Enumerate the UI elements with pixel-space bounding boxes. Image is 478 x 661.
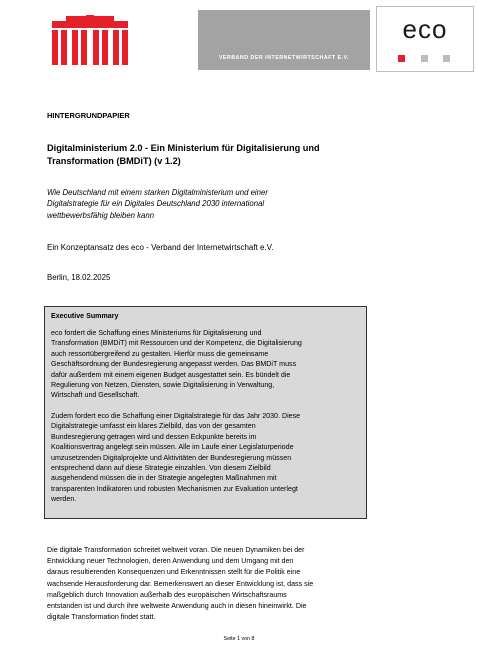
subtitle-line: Digitalstrategie für ein Digitales Deutschland 2030 international xyxy=(47,199,265,209)
body-line: digitale Transformation findet statt. xyxy=(47,613,156,622)
summary-line: dafür außerdem mit einem eigenen Budget ausgestattet sein. Es bündelt die xyxy=(51,370,291,379)
subtitle-line: Wie Deutschland mit einem starken Digitalministerium und einer xyxy=(47,188,268,197)
summary-line: Wirtschaft und Gesellschaft. xyxy=(51,391,140,400)
body-paragraph xyxy=(47,545,313,623)
summary-line: werden. xyxy=(51,495,77,504)
document-subtitle xyxy=(47,187,268,221)
summary-line: Digitalstrategie umfasst ein klares Zielbild, das von der gesamten xyxy=(51,422,256,431)
executive-summary-box xyxy=(44,306,367,519)
document-label: HINTERGRUNDPAPIER xyxy=(47,111,130,120)
summary-line: transparenten Indikatoren und robusten Mechanismen zur Evaluation unterlegt xyxy=(51,484,298,493)
brandenburg-gate-logo xyxy=(48,15,132,65)
document-author: Ein Konzeptansatz des eco - Verband der Internetwirtschaft e.V. xyxy=(47,243,274,252)
summary-line: Bundesregierung getragen wird und dessen Eckpunkte bereits im xyxy=(51,432,257,441)
subtitle-line: wettbewerbsfähig bleiben kann xyxy=(47,210,155,220)
summary-paragraph xyxy=(51,328,302,401)
summary-line: auch ressortübergreifend zu gestalten. Hierfür muss die gemeinsame xyxy=(51,349,269,358)
document-title xyxy=(47,142,320,167)
summary-line: Transformation (BMDiT) mit Ressourcen und der Kompetenz, die Digitalisierung xyxy=(51,339,302,348)
summary-line: Zudem fordert eco die Schaffung einer Digitalstrategie für das Jahr 2030. Diese xyxy=(51,412,301,420)
summary-line: umzusetzenden Digitalprojekte und Aktivitäten der Bundesregierung müssen xyxy=(51,453,292,462)
title-line: Transformation (BMDiT) (v 1.2) xyxy=(47,155,181,166)
association-banner xyxy=(198,10,370,70)
eco-logo xyxy=(376,6,474,72)
body-line: daraus resultierenden Konsequenzen und Erkenntnissen stellt für die Politik eine xyxy=(47,568,301,577)
summary-line: Regulierung von Netzen, Diensten, sowie Digitalisierung in Verwaltung, xyxy=(51,381,275,390)
association-name: VERBAND DER INTERNETWIRTSCHAFT E.V. xyxy=(218,55,350,61)
executive-summary-heading: Executive Summary xyxy=(51,312,119,320)
document-date: Berlin, 18.02.2025 xyxy=(47,273,111,282)
summary-line: eco fordert die Schaffung eines Ministeriums für Digitalisierung und xyxy=(51,329,262,337)
page-number: Seite 1 von 8 xyxy=(223,636,255,642)
body-line: maßgeblich durch Innovation außerhalb des europäischen Wirtschaftsraums xyxy=(47,590,287,599)
summary-line: Geschäftsordnung der Bundesregierung angepasst werden. Das BMDiT muss xyxy=(51,360,297,369)
body-line: wachsende Herausforderung dar. Bemerkenswert an dieser Entwicklung ist, dass sie xyxy=(47,579,314,588)
body-line: entstanden ist und durch ihre weltweite Anwendung auch in diesen hineinwirkt. Die xyxy=(47,602,307,611)
body-line: Entwicklung neuer Technologien, deren Anwendung und dem Umgang mit den xyxy=(47,557,294,566)
logo-dot-grey xyxy=(443,55,450,62)
summary-line: entsprechend dann auf diese Strategie einzahlen. Von diesem Zielbild xyxy=(51,464,271,473)
logo-dot-red xyxy=(398,55,405,62)
summary-line: ausgehendend müssen die in der Strategie angelegten Maßnahmen mit xyxy=(51,474,277,483)
logo-dot-grey xyxy=(421,55,428,62)
title-line: Digitalministerium 2.0 - Ein Ministerium für Digitalisierung und xyxy=(47,143,320,153)
body-line: Die digitale Transformation schreitet weltweit voran. Die neuen Dynamiken bei der xyxy=(47,546,305,554)
summary-paragraph xyxy=(51,411,300,505)
eco-logo-text: eco xyxy=(402,14,448,44)
summary-line: Koalitionsvertrag angelegt sein müssen. Alle im Laufe einer Legislaturperiode xyxy=(51,443,294,452)
